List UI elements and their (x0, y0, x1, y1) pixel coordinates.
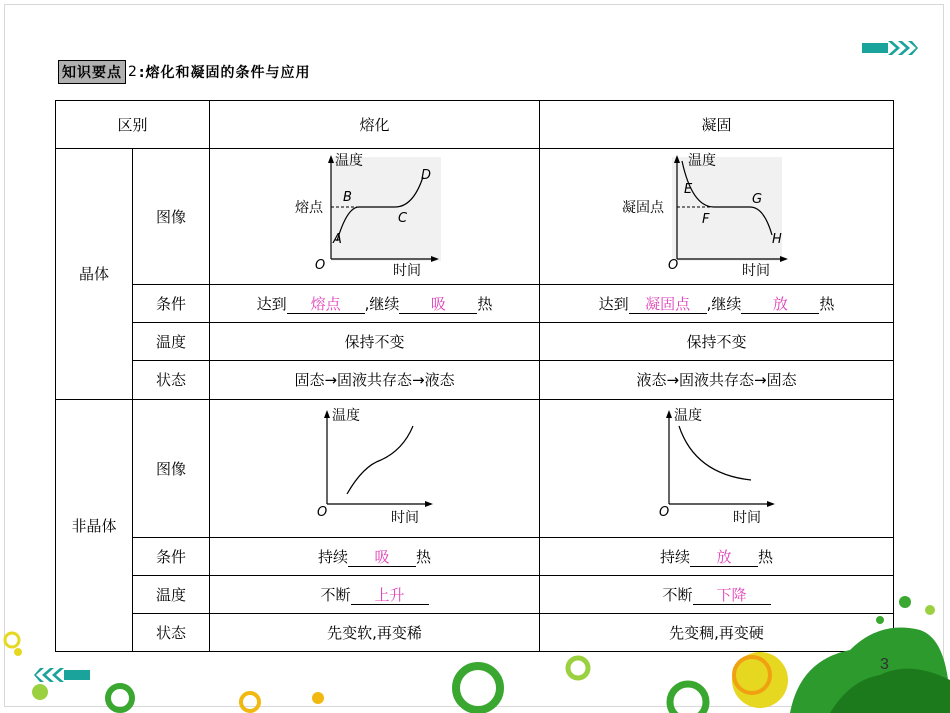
solid-graph-H: H (771, 231, 782, 247)
cond-text: 达到 (598, 295, 629, 314)
crystal-melting-graph (295, 151, 455, 279)
crystal-solidifying-graph-cell (540, 149, 894, 285)
noncrystal-melting-graph (305, 404, 445, 528)
melt-graph-A: A (332, 231, 342, 247)
noncrystal-melt-state: 先变软,再变稀 (210, 613, 540, 651)
answer-blank: 凝固点 (629, 295, 707, 314)
cond-text: 热 (758, 547, 774, 566)
header-distinction: 区别 (56, 101, 210, 149)
cond-text: 达到 (256, 295, 287, 314)
temp-text: 不断 (320, 585, 351, 604)
solid-graph-ylabel: 温度 (687, 152, 716, 169)
solid-graph-origin: O (667, 257, 678, 273)
heading-label: 知识要点 (58, 60, 126, 84)
previous-slide-arrow-icon[interactable] (34, 668, 90, 682)
cond-text: 热 (416, 547, 432, 566)
answer-blank: 放 (690, 548, 758, 567)
row-label-temperature: 温度 (133, 575, 210, 613)
melt-graph-origin: O (314, 257, 325, 273)
row-label-state: 状态 (133, 613, 210, 651)
header-melting: 熔化 (210, 101, 540, 149)
cond-text: ,继续 (706, 295, 742, 314)
answer-blank: 上升 (351, 586, 429, 605)
noncrystal-solidifying-graph-cell (540, 399, 894, 537)
cond-text: 持续 (318, 547, 349, 566)
nonmelt-graph-xlabel: 时间 (390, 510, 419, 527)
crystal-solid-temperature: 保持不变 (540, 323, 894, 361)
comparison-table (55, 100, 894, 652)
next-slide-arrow-icon[interactable] (862, 41, 918, 55)
solid-graph-point-label: 凝固点 (621, 199, 664, 216)
solid-graph-F: F (701, 211, 709, 227)
melt-graph-xlabel: 时间 (392, 262, 421, 279)
table-row (56, 149, 894, 285)
melt-graph-ylabel: 温度 (334, 152, 363, 169)
answer-blank: 熔点 (287, 295, 365, 314)
crystal-solid-condition (540, 285, 894, 323)
row-label-condition: 条件 (133, 537, 210, 575)
noncrystal-solid-condition (540, 537, 894, 575)
table-row (56, 323, 894, 361)
table-row (56, 399, 894, 537)
melt-graph-C: C (397, 210, 407, 226)
section-heading (58, 60, 311, 84)
answer-blank: 放 (741, 295, 819, 314)
crystal-melting-graph-cell (210, 149, 540, 285)
header-solidifying: 凝固 (540, 101, 894, 149)
row-label-image: 图像 (133, 149, 210, 285)
nonsolid-graph-origin: O (658, 505, 669, 521)
crystal-label: 晶体 (56, 149, 133, 399)
noncrystal-melt-condition (210, 537, 540, 575)
row-label-temperature: 温度 (133, 323, 210, 361)
solid-graph-G: G (751, 191, 762, 207)
solid-graph-xlabel: 时间 (741, 262, 770, 279)
row-label-image: 图像 (133, 399, 210, 537)
melt-graph-B: B (342, 189, 352, 205)
table-row (56, 537, 894, 575)
table-row (56, 361, 894, 399)
crystal-melt-state: 固态→固液共存态→液态 (210, 361, 540, 399)
temp-text: 不断 (662, 585, 693, 604)
cond-text: 持续 (660, 547, 691, 566)
crystal-melt-condition (210, 285, 540, 323)
solid-graph-E: E (683, 181, 692, 197)
cond-text: 热 (477, 295, 493, 314)
row-label-condition: 条件 (133, 285, 210, 323)
answer-blank: 下降 (693, 586, 771, 605)
nonsolid-graph-xlabel: 时间 (732, 510, 761, 527)
answer-blank: 吸 (399, 295, 477, 314)
crystal-solidifying-graph (622, 151, 812, 279)
noncrystal-solid-state: 先变稠,再变硬 (540, 613, 894, 651)
answer-blank: 吸 (348, 548, 416, 567)
crystal-solid-state: 液态→固液共存态→固态 (540, 361, 894, 399)
page-number: 3 (880, 656, 889, 673)
cond-text: ,继续 (364, 295, 400, 314)
nonsolid-graph-ylabel: 温度 (673, 408, 702, 425)
nonmelt-graph-origin: O (316, 505, 327, 521)
heading-number: 2 (128, 64, 137, 80)
table-header-row (56, 101, 894, 149)
melt-graph-D: D (420, 167, 431, 183)
noncrystal-label: 非晶体 (56, 399, 133, 652)
cond-text: 热 (819, 295, 835, 314)
noncrystal-melting-graph-cell (210, 399, 540, 537)
noncrystal-solidifying-graph (647, 404, 787, 528)
decorative-background-art (0, 580, 950, 713)
table-row (56, 285, 894, 323)
crystal-melt-temperature: 保持不变 (210, 323, 540, 361)
heading-text: :熔化和凝固的条件与应用 (138, 65, 311, 81)
nonmelt-graph-ylabel: 温度 (331, 408, 360, 425)
row-label-state: 状态 (133, 361, 210, 399)
melt-graph-point-label: 熔点 (294, 199, 323, 216)
